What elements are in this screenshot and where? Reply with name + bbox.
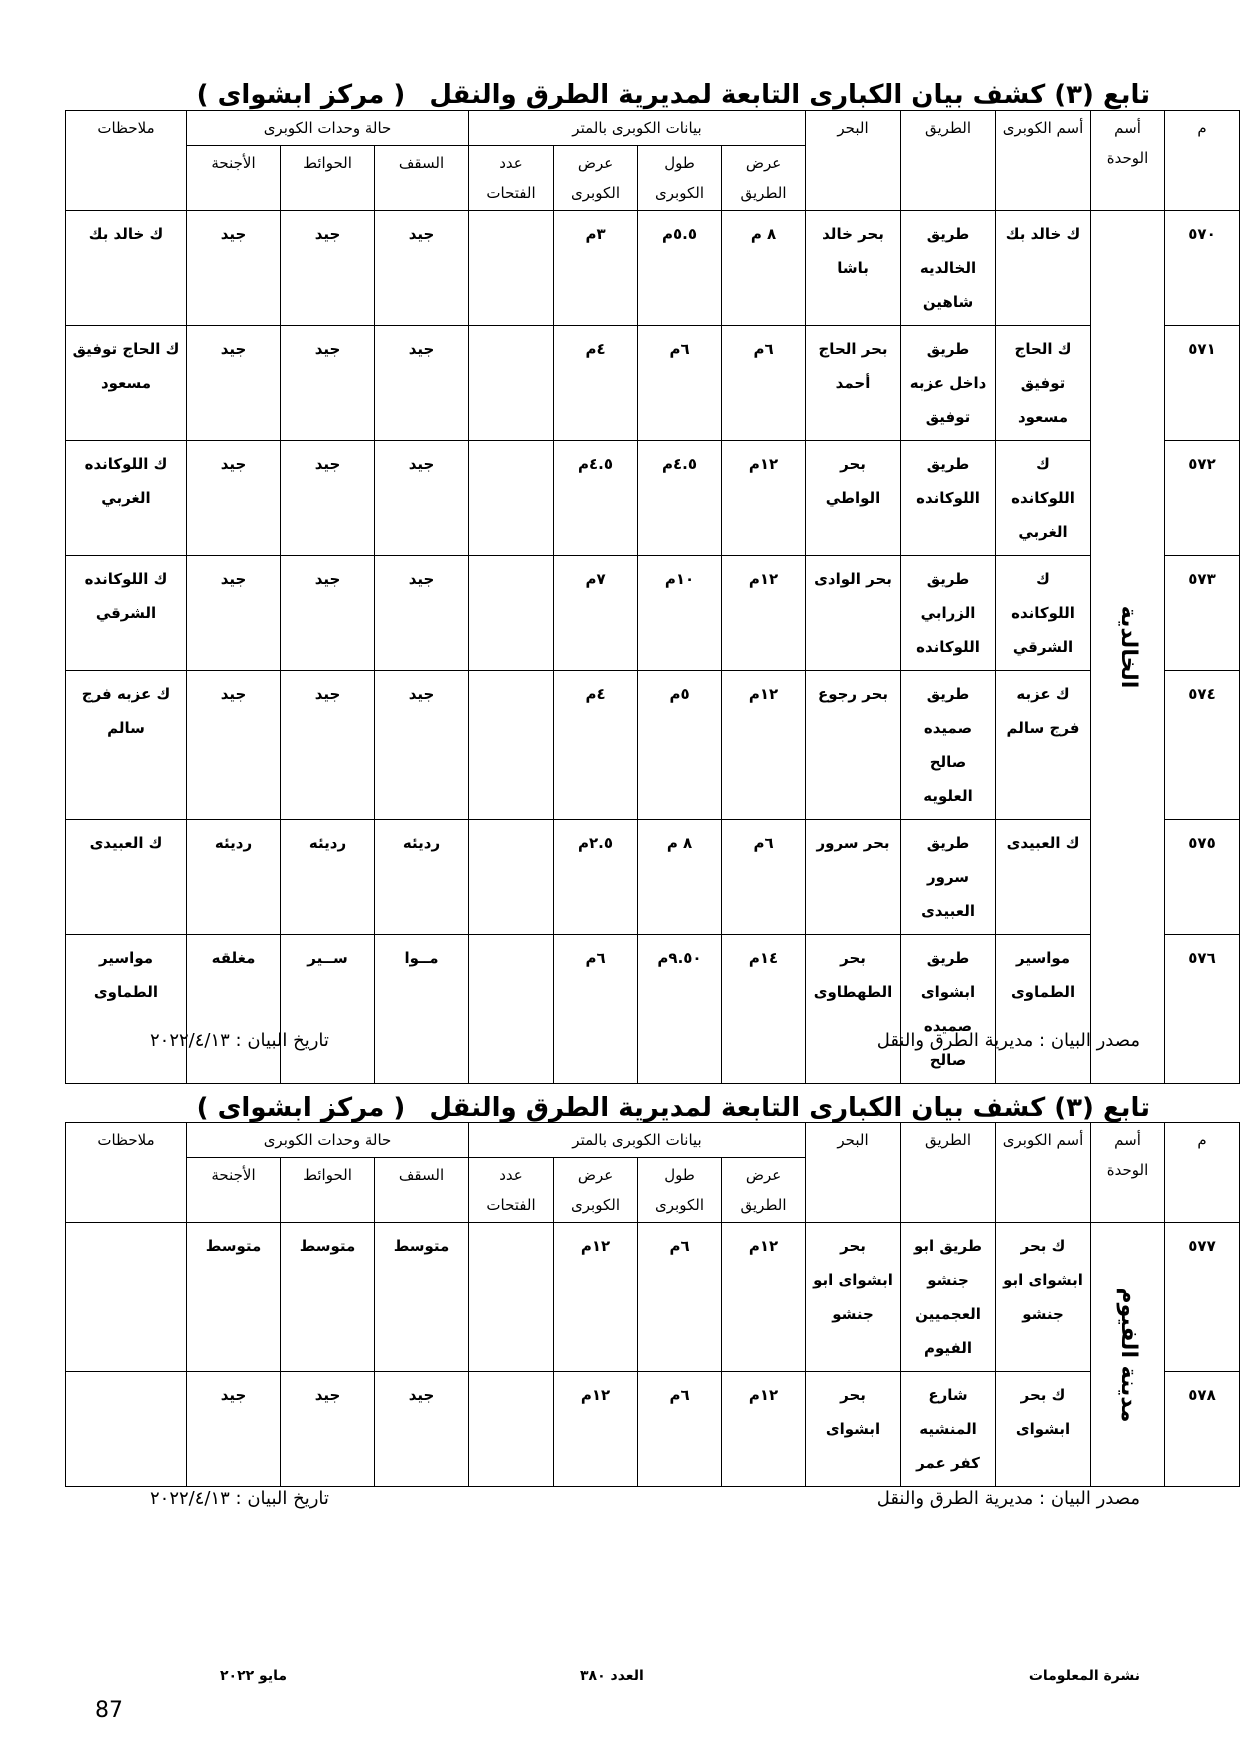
cell-width: ٦م (554, 935, 638, 1084)
cell-notes (66, 1223, 187, 1372)
cell-walls: جيد (281, 326, 375, 441)
cell-wings: مغلقه (187, 935, 281, 1084)
row-number: ٥٧١ (1165, 326, 1240, 441)
cell-sea: بحر الواطي (806, 441, 901, 556)
cell-road: طريق داخل عزبه توفيق (901, 326, 996, 441)
row-number: ٥٧٦ (1165, 935, 1240, 1084)
cell-notes: ك العبيدى (66, 820, 187, 935)
cell-notes: مواسير الطماوى (66, 935, 187, 1084)
cell-sea: بحر الحاج أحمد (806, 326, 901, 441)
cell-ceiling: جيد (375, 326, 469, 441)
cell-road-width: ٦م (722, 820, 806, 935)
header-road-width: عرض الطريق (722, 1158, 806, 1223)
row-number: ٥٧٧ (1165, 1223, 1240, 1372)
cell-walls: جيد (281, 211, 375, 326)
cell-walls: رديئه (281, 820, 375, 935)
cell-bridge: مواسير الطماوى (996, 935, 1091, 1084)
footer-issue: العدد ٣٨٠ (580, 1668, 644, 1684)
cell-width: ١٢م (554, 1223, 638, 1372)
header-unit-name: أسم الوحدة (1091, 111, 1165, 211)
date-text-2: تاريخ البيان : ٢٠٢٢/٤/١٣ (150, 1488, 329, 1509)
section2-title (100, 1093, 1150, 1123)
cell-notes: ك خالد بك (66, 211, 187, 326)
header-sea: البحر (806, 1123, 901, 1223)
cell-road-width: ٦م (722, 326, 806, 441)
header-bridge-width: عرض الكوبرى (554, 146, 638, 211)
section1-title (100, 80, 1150, 110)
cell-sea: بحر ابشواى ابو جنشو (806, 1223, 901, 1372)
cell-notes: ك الحاج توفيق مسعود (66, 326, 187, 441)
header-ceiling: السقف (375, 1158, 469, 1223)
cell-road: طريق ابو جنشو العجميين الفيوم (901, 1223, 996, 1372)
header-road: الطريق (901, 111, 996, 211)
table-row (66, 935, 1240, 1084)
cell-road-width: ١٢م (722, 671, 806, 820)
cell-length: ٥م (638, 671, 722, 820)
cell-wings: جيد (187, 556, 281, 671)
cell-road-width: ١٤م (722, 935, 806, 1084)
header-units-status: حالة وحدات الكوبرى (187, 111, 469, 146)
header-wings: الأجنحة (187, 146, 281, 211)
cell-openings (469, 671, 554, 820)
cell-sea: بحر سرور (806, 820, 901, 935)
table2-body (66, 1223, 1240, 1487)
cell-ceiling: جيد (375, 441, 469, 556)
cell-road: شارع المنشيه كفر عمر (901, 1372, 996, 1487)
cell-walls: جيد (281, 1372, 375, 1487)
cell-ceiling: مــوا (375, 935, 469, 1084)
header-ceiling: السقف (375, 146, 469, 211)
cell-width: ٤م (554, 671, 638, 820)
cell-road-width: ١٢م (722, 1223, 806, 1372)
cell-road: طريق سرور العبيدى (901, 820, 996, 935)
cell-bridge: ك بحر ابشواى (996, 1372, 1091, 1487)
title-paren: ( مركز ابشواى ) (196, 80, 406, 110)
date-text-1: تاريخ البيان : ٢٠٢٢/٤/١٣ (150, 1030, 329, 1051)
header-bridge-length: طول الكوبرى (638, 146, 722, 211)
table-row (66, 211, 1240, 326)
cell-width: ٤.٥م (554, 441, 638, 556)
header-bridge-name: أسم الكوبرى (996, 1123, 1091, 1223)
cell-bridge: ك اللوكانده الغربي (996, 441, 1091, 556)
source-text-1: مصدر البيان : مديرية الطرق والنقل (876, 1030, 1140, 1051)
header-bridge-data: بيانات الكوبرى بالمتر (469, 1123, 806, 1158)
cell-wings: رديئه (187, 820, 281, 935)
cell-wings: جيد (187, 1372, 281, 1487)
header-m: م (1165, 1123, 1240, 1223)
cell-sea: بحر خالد باشا (806, 211, 901, 326)
cell-sea: بحر الوادى (806, 556, 901, 671)
bridges-table-1 (65, 110, 1240, 1084)
cell-openings (469, 1223, 554, 1372)
title-main: تابع (٣) كشف بيان الكبارى التابعة لمديرية الطرق والنقل (429, 80, 1150, 110)
cell-wings: جيد (187, 441, 281, 556)
cell-ceiling: جيد (375, 1372, 469, 1487)
footer-month: مايو ٢٠٢٢ (220, 1668, 288, 1684)
row-number: ٥٧٨ (1165, 1372, 1240, 1487)
cell-bridge: ك العبيدى (996, 820, 1091, 935)
cell-width: ٣م (554, 211, 638, 326)
header-walls: الحوائط (281, 1158, 375, 1223)
table-row (66, 1223, 1240, 1372)
cell-ceiling: جيد (375, 556, 469, 671)
cell-notes (66, 1372, 187, 1487)
header-bridge-name: أسم الكوبرى (996, 111, 1091, 211)
cell-width: ١٢م (554, 1372, 638, 1487)
row-number: ٥٧٤ (1165, 671, 1240, 820)
cell-bridge: ك بحر ابشواى ابو جنشو (996, 1223, 1091, 1372)
cell-road-width: ١٢م (722, 441, 806, 556)
page-number: 87 (95, 1698, 123, 1723)
cell-openings (469, 820, 554, 935)
cell-road: طريق صميده صالح العلويه (901, 671, 996, 820)
cell-notes: ك عزبه فرج سالم (66, 671, 187, 820)
cell-wings: جيد (187, 671, 281, 820)
header-bridge-data: بيانات الكوبرى بالمتر (469, 111, 806, 146)
cell-length: ٦م (638, 1372, 722, 1487)
cell-bridge: ك الحاج توفيق مسعود (996, 326, 1091, 441)
table-row (66, 820, 1240, 935)
cell-bridge: ك اللوكانده الشرقي (996, 556, 1091, 671)
header-notes: ملاحظات (66, 1123, 187, 1223)
table1-body (66, 211, 1240, 1084)
cell-road: طريق الزرابي اللوكانده (901, 556, 996, 671)
row-number: ٥٧٢ (1165, 441, 1240, 556)
header-openings: عدد الفتحات (469, 146, 554, 211)
unit-name: مدينة الفيوم (1115, 1286, 1141, 1423)
header-bridge-length: طول الكوبرى (638, 1158, 722, 1223)
cell-walls: متوسط (281, 1223, 375, 1372)
title-main-2: تابع (٣) كشف بيان الكبارى التابعة لمديرية الطرق والنقل (429, 1093, 1150, 1123)
cell-walls: جيد (281, 671, 375, 820)
cell-length: ١٠م (638, 556, 722, 671)
cell-walls: ســير (281, 935, 375, 1084)
cell-wings: جيد (187, 211, 281, 326)
row-number: ٥٧٥ (1165, 820, 1240, 935)
bridges-table-2 (65, 1122, 1240, 1487)
header-m: م (1165, 111, 1240, 211)
cell-length: ٦م (638, 1223, 722, 1372)
cell-length: ٩.٥٠م (638, 935, 722, 1084)
cell-openings (469, 935, 554, 1084)
cell-ceiling: رديئه (375, 820, 469, 935)
header-road-width: عرض الطريق (722, 146, 806, 211)
cell-openings (469, 556, 554, 671)
header-unit-name: أسم الوحدة (1091, 1123, 1165, 1223)
row-number: ٥٧٠ (1165, 211, 1240, 326)
cell-road-width: ٨ م (722, 211, 806, 326)
cell-length: ٦م (638, 326, 722, 441)
cell-wings: متوسط (187, 1223, 281, 1372)
unit-name-cell (1091, 1223, 1165, 1487)
header-openings: عدد الفتحات (469, 1158, 554, 1223)
table-row (66, 1372, 1240, 1487)
cell-wings: جيد (187, 326, 281, 441)
cell-notes: ك اللوكانده الغربي (66, 441, 187, 556)
cell-road-width: ١٢م (722, 1372, 806, 1487)
cell-sea: بحر الطهطاوى (806, 935, 901, 1084)
header-road: الطريق (901, 1123, 996, 1223)
cell-ceiling: متوسط (375, 1223, 469, 1372)
cell-length: ٨ م (638, 820, 722, 935)
table-row (66, 326, 1240, 441)
table-row (66, 556, 1240, 671)
table-row (66, 441, 1240, 556)
cell-openings (469, 211, 554, 326)
header-walls: الحوائط (281, 146, 375, 211)
cell-openings (469, 326, 554, 441)
cell-notes: ك اللوكانده الشرقي (66, 556, 187, 671)
unit-name: الخالدية (1115, 605, 1141, 689)
cell-ceiling: جيد (375, 671, 469, 820)
cell-width: ٢.٥م (554, 820, 638, 935)
cell-width: ٤م (554, 326, 638, 441)
title-paren-2: ( مركز ابشواى ) (196, 1093, 406, 1123)
header-units-status: حالة وحدات الكوبرى (187, 1123, 469, 1158)
cell-length: ٤.٥م (638, 441, 722, 556)
header-notes: ملاحظات (66, 111, 187, 211)
cell-width: ٧م (554, 556, 638, 671)
cell-openings (469, 1372, 554, 1487)
header-bridge-width: عرض الكوبرى (554, 1158, 638, 1223)
unit-name-cell (1091, 211, 1165, 1084)
cell-ceiling: جيد (375, 211, 469, 326)
cell-openings (469, 441, 554, 556)
source-text-2: مصدر البيان : مديرية الطرق والنقل (876, 1488, 1140, 1509)
header-wings: الأجنحة (187, 1158, 281, 1223)
cell-bridge: ك عزبه فرج سالم (996, 671, 1091, 820)
cell-length: ٥.٥م (638, 211, 722, 326)
cell-walls: جيد (281, 441, 375, 556)
cell-sea: بحر رجوع (806, 671, 901, 820)
cell-road: طريق ابشواى صميده صالح (901, 935, 996, 1084)
cell-bridge: ك خالد بك (996, 211, 1091, 326)
cell-road: طريق اللوكانده (901, 441, 996, 556)
header-sea: البحر (806, 111, 901, 211)
cell-sea: بحر ابشواى (806, 1372, 901, 1487)
cell-walls: جيد (281, 556, 375, 671)
cell-road: طريق الخالديه شاهين (901, 211, 996, 326)
cell-road-width: ١٢م (722, 556, 806, 671)
table-row (66, 671, 1240, 820)
row-number: ٥٧٣ (1165, 556, 1240, 671)
footer-publication: نشرة المعلومات (1028, 1668, 1140, 1684)
